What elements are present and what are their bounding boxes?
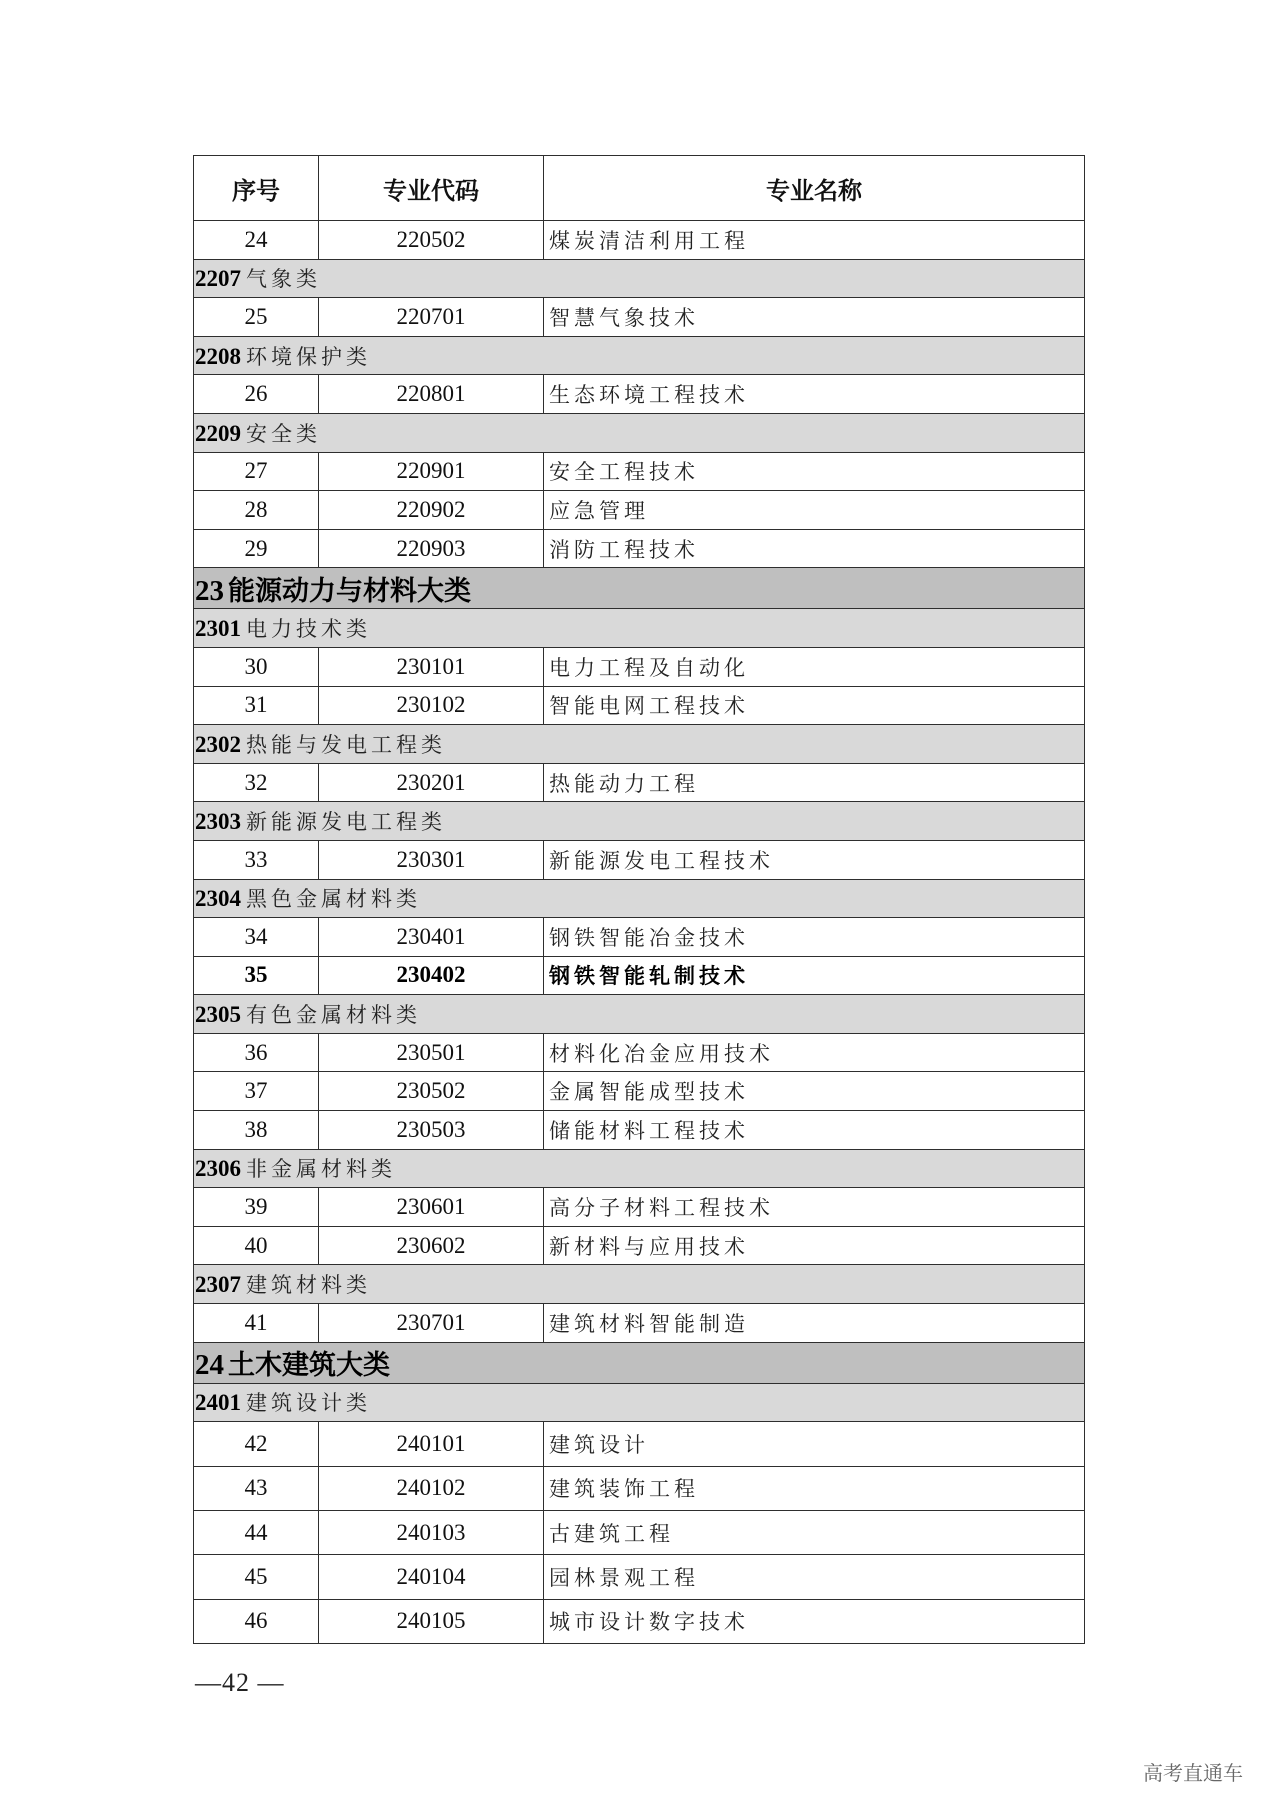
subcategory-name: 建筑材料类 (246, 1273, 371, 1298)
major-code: 220502 (319, 221, 544, 260)
row-index: 27 (194, 452, 319, 491)
subcategory-code: 2208 (195, 343, 241, 369)
major-name: 储能材料工程技术 (544, 1111, 1085, 1150)
subcategory-row (194, 725, 1085, 764)
table-body (194, 221, 1085, 1644)
major-code: 240105 (319, 1599, 544, 1643)
major-name: 建筑装饰工程 (544, 1466, 1085, 1510)
subcategory-name: 黑色金属材料类 (246, 887, 421, 912)
table-row (194, 763, 1085, 802)
row-index: 36 (194, 1033, 319, 1072)
row-index: 42 (194, 1422, 319, 1466)
major-code: 230602 (319, 1226, 544, 1265)
category-name: 能源动力与材料大类 (228, 575, 471, 607)
major-category-row (194, 568, 1085, 609)
major-name: 材料化冶金应用技术 (544, 1033, 1085, 1072)
table-row (194, 491, 1085, 530)
major-code: 230402 (319, 956, 544, 995)
major-code: 220801 (319, 375, 544, 414)
major-name: 热能动力工程 (544, 763, 1085, 802)
table-header-row (194, 156, 1085, 221)
subcategory-name: 电力技术类 (246, 617, 371, 642)
header-code: 专业代码 (319, 156, 544, 221)
major-code: 240103 (319, 1511, 544, 1555)
table-row (194, 1072, 1085, 1111)
subcategory-row (194, 995, 1085, 1034)
category-code: 23 (195, 574, 224, 607)
major-name: 消防工程技术 (544, 529, 1085, 568)
page-number: —42 — (195, 1668, 285, 1697)
row-index: 25 (194, 298, 319, 337)
table-row (194, 452, 1085, 491)
row-index: 29 (194, 529, 319, 568)
subcategory-code: 2209 (195, 420, 241, 446)
table-row (194, 298, 1085, 337)
row-index: 34 (194, 918, 319, 957)
subcategory-code: 2304 (195, 886, 241, 912)
major-name: 建筑设计 (544, 1422, 1085, 1466)
subcategory-code: 2303 (195, 809, 241, 835)
row-index: 30 (194, 647, 319, 686)
major-name: 钢铁智能冶金技术 (544, 918, 1085, 957)
category-name: 土木建筑大类 (228, 1350, 390, 1382)
major-name: 电力工程及自动化 (544, 647, 1085, 686)
table-row (194, 840, 1085, 879)
table-row (194, 1304, 1085, 1343)
major-code: 230503 (319, 1111, 544, 1150)
major-code: 230101 (319, 647, 544, 686)
header-name: 专业名称 (544, 156, 1085, 221)
major-code: 230501 (319, 1033, 544, 1072)
major-name: 智慧气象技术 (544, 298, 1085, 337)
major-name: 建筑材料智能制造 (544, 1304, 1085, 1343)
row-index: 33 (194, 840, 319, 879)
row-index: 40 (194, 1226, 319, 1265)
table-row (194, 1422, 1085, 1466)
table-row (194, 1466, 1085, 1510)
major-code: 220901 (319, 452, 544, 491)
major-code: 230201 (319, 763, 544, 802)
major-name: 煤炭清洁利用工程 (544, 221, 1085, 260)
subcategory-name: 非金属材料类 (246, 1157, 396, 1182)
row-index: 35 (194, 956, 319, 995)
table-row (194, 221, 1085, 260)
header-index: 序号 (194, 156, 319, 221)
major-name: 生态环境工程技术 (544, 375, 1085, 414)
subcategory-code: 2302 (195, 731, 241, 757)
category-code: 24 (195, 1349, 224, 1382)
major-code: 220701 (319, 298, 544, 337)
major-category-row (194, 1342, 1085, 1383)
table-row (194, 529, 1085, 568)
subcategory-row (194, 802, 1085, 841)
subcategory-name: 建筑设计类 (246, 1391, 371, 1416)
table-row (194, 1511, 1085, 1555)
subcategory-row (194, 609, 1085, 648)
table-row (194, 686, 1085, 725)
subcategory-row (194, 336, 1085, 375)
table-row (194, 1226, 1085, 1265)
row-index: 24 (194, 221, 319, 260)
table-row (194, 647, 1085, 686)
major-name: 新材料与应用技术 (544, 1226, 1085, 1265)
watermark: 高考直通车 (1143, 1761, 1243, 1785)
major-code: 230701 (319, 1304, 544, 1343)
subcategory-code: 2306 (195, 1156, 241, 1182)
table-row (194, 375, 1085, 414)
subcategory-name: 环境保护类 (246, 344, 371, 369)
major-code: 240101 (319, 1422, 544, 1466)
major-code: 230401 (319, 918, 544, 957)
subcategory-name: 气象类 (246, 267, 321, 292)
table-row (194, 1599, 1085, 1643)
subcategory-row (194, 413, 1085, 452)
majors-table (193, 155, 1085, 1644)
subcategory-row (194, 1383, 1085, 1422)
subcategory-code: 2307 (195, 1272, 241, 1298)
subcategory-name: 热能与发电工程类 (246, 732, 446, 757)
row-index: 26 (194, 375, 319, 414)
major-name: 园林景观工程 (544, 1555, 1085, 1599)
subcategory-code: 2305 (195, 1002, 241, 1028)
subcategory-name: 有色金属材料类 (246, 1003, 421, 1028)
subcategory-row (194, 1149, 1085, 1188)
major-code: 240102 (319, 1466, 544, 1510)
major-name: 应急管理 (544, 491, 1085, 530)
row-index: 44 (194, 1511, 319, 1555)
major-name: 金属智能成型技术 (544, 1072, 1085, 1111)
major-name: 高分子材料工程技术 (544, 1188, 1085, 1227)
subcategory-row (194, 259, 1085, 298)
major-name: 古建筑工程 (544, 1511, 1085, 1555)
major-name: 智能电网工程技术 (544, 686, 1085, 725)
major-code: 230601 (319, 1188, 544, 1227)
subcategory-code: 2301 (195, 616, 241, 642)
table-row (194, 1188, 1085, 1227)
table-row (194, 1111, 1085, 1150)
major-code: 230301 (319, 840, 544, 879)
row-index: 32 (194, 763, 319, 802)
subcategory-code: 2401 (195, 1390, 241, 1416)
row-index: 37 (194, 1072, 319, 1111)
table-row (194, 1555, 1085, 1599)
major-name: 新能源发电工程技术 (544, 840, 1085, 879)
subcategory-name: 安全类 (246, 421, 321, 446)
subcategory-row (194, 1265, 1085, 1304)
major-name: 城市设计数字技术 (544, 1599, 1085, 1643)
major-code: 230502 (319, 1072, 544, 1111)
row-index: 41 (194, 1304, 319, 1343)
table-row (194, 1033, 1085, 1072)
subcategory-row (194, 879, 1085, 918)
major-name: 安全工程技术 (544, 452, 1085, 491)
subcategory-name: 新能源发电工程类 (246, 810, 446, 835)
table-row (194, 918, 1085, 957)
major-code: 240104 (319, 1555, 544, 1599)
table-row (194, 956, 1085, 995)
subcategory-code: 2207 (195, 266, 241, 292)
row-index: 38 (194, 1111, 319, 1150)
row-index: 28 (194, 491, 319, 530)
row-index: 43 (194, 1466, 319, 1510)
row-index: 31 (194, 686, 319, 725)
major-code: 220903 (319, 529, 544, 568)
row-index: 46 (194, 1599, 319, 1643)
major-code: 220902 (319, 491, 544, 530)
row-index: 45 (194, 1555, 319, 1599)
major-name: 钢铁智能轧制技术 (544, 956, 1085, 995)
row-index: 39 (194, 1188, 319, 1227)
major-code: 230102 (319, 686, 544, 725)
